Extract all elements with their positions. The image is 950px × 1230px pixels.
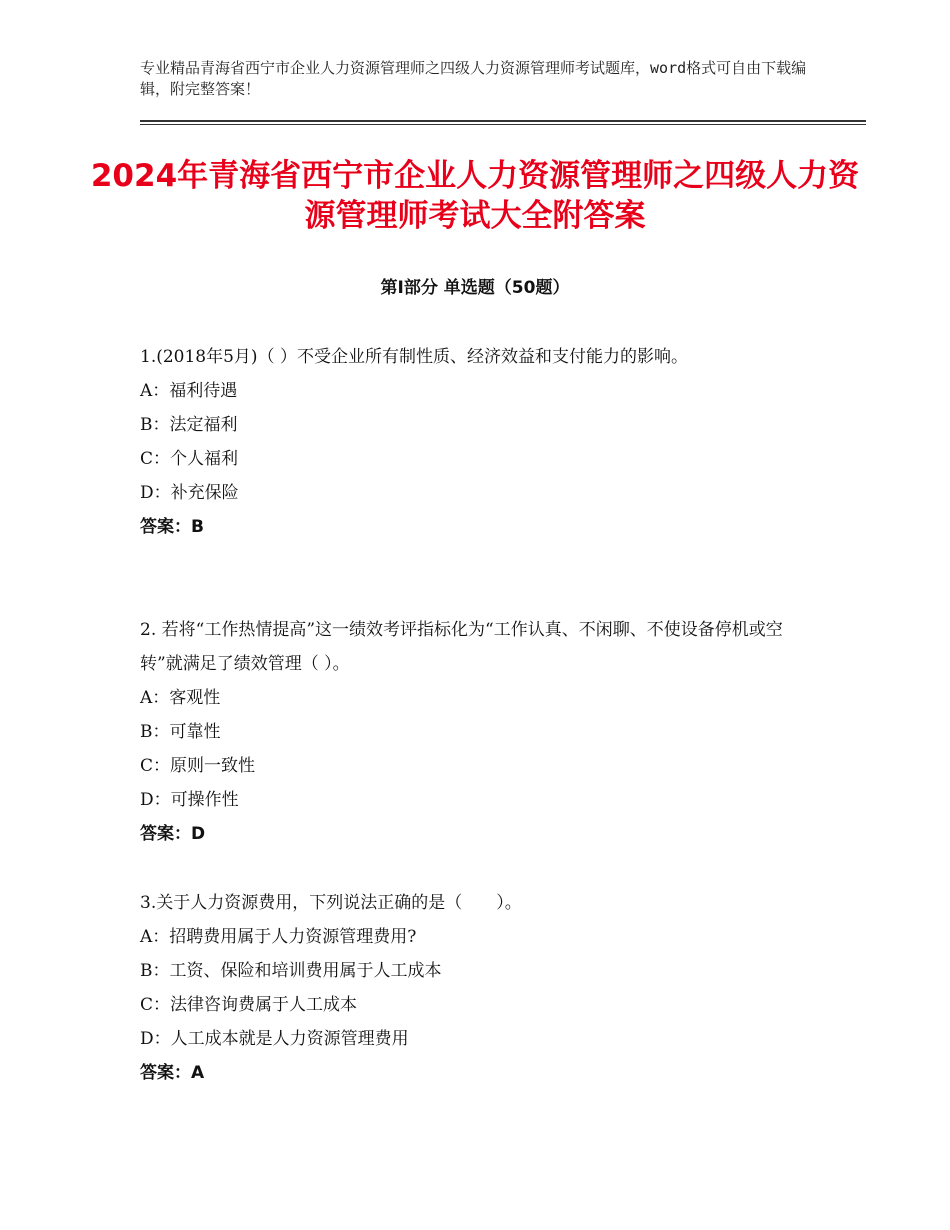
document-title: 2024年青海省西宁市企业人力资源管理师之四级人力资源管理师考试大全附答案	[90, 158, 860, 234]
header-divider-thin	[140, 124, 866, 125]
answer-label: 答案：D	[140, 824, 206, 844]
question-1	[140, 340, 820, 544]
section-heading: 第Ⅰ部分 单选题（50题）	[380, 278, 570, 298]
option-d: D：补充保险	[140, 483, 239, 503]
option-a: A：客观性	[140, 688, 221, 708]
question-text: 1.(2018年5月)（ ）不受企业所有制性质、经济效益和支付能力的影响。	[140, 347, 688, 367]
header-divider-thick	[140, 120, 866, 122]
option-a: A：招聘费用属于人力资源管理费用?	[140, 927, 417, 947]
option-c: C：个人福利	[140, 449, 239, 469]
header-note: 专业精品青海省西宁市企业人力资源管理师之四级人力资源管理师考试题库，word格式可自由下载编辑，附完整答案！	[140, 59, 807, 98]
option-b: B：法定福利	[140, 415, 238, 435]
option-d: D：人工成本就是人力资源管理费用	[140, 1029, 409, 1049]
question-2	[140, 613, 820, 851]
answer-label: 答案：A	[140, 1063, 205, 1083]
option-a: A：福利待遇	[140, 381, 238, 401]
option-d: D：可操作性	[140, 790, 239, 810]
answer-label: 答案：B	[140, 517, 204, 537]
option-b: B：工资、保险和培训费用属于人工成本	[140, 961, 442, 981]
option-c: C：法律咨询费属于人工成本	[140, 995, 358, 1015]
question-3	[140, 886, 820, 1090]
option-c: C：原则一致性	[140, 756, 256, 776]
question-text: 3.关于人力资源费用，下列说法正确的是（ ）。	[140, 893, 522, 913]
question-text: 2. 若将“工作热情提高”这一绩效考评指标化为“工作认真、不闲聊、不使设备停机或空转”就满足了绩效管理（ ）。	[140, 620, 783, 674]
option-b: B：可靠性	[140, 722, 221, 742]
